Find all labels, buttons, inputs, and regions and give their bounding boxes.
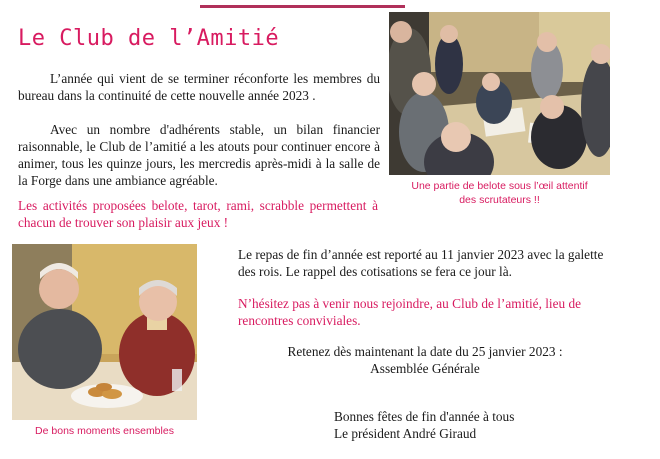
retenez-line: Retenez dès maintenant la date du 25 janvier 2023 : (287, 344, 563, 359)
seniors-photo-caption: De bons moments ensembles (35, 425, 174, 437)
intro-paragraph-2: Avec un nombre d'adhérents stable, un bilan financier raisonnable, le Club de l’amitié a les atouts pour continuer encore à animer, tous les quinze jours, les mercredis après-midi à la salle de la Forge dans une ambiance agréable. (18, 122, 380, 188)
belote-photo-caption-line1: Une partie de belote sous l’œil attentif (411, 180, 588, 192)
page-title: Le Club de l’Amitié (18, 26, 280, 51)
top-rule (200, 5, 405, 8)
invite-paragraph: N’hésitez pas à venir nous rejoindre, au Club de l’amitié, lieu de rencontres conviviales. (238, 296, 582, 328)
repas-paragraph: Le repas de fin d’année est reporté au 11 janvier 2023 avec la galette des rois. Le rappel des cotisations se fera ce jour là. (238, 247, 604, 279)
wishes-line: Bonnes fêtes de fin d'année à tous (334, 409, 515, 424)
seniors-illustration (12, 244, 197, 420)
activities-paragraph: Les activités proposées belote, tarot, rami, scrabble permettent à chacun de trouver son plaisir aux jeux ! (18, 198, 378, 230)
intro-paragraph-1: L’année qui vient de se terminer réconforte les membres du bureau dans la continuité de cette nouvelle année 2023 . (18, 71, 380, 103)
signature-line: Le président André Giraud (334, 426, 477, 441)
belote-photo-caption-line2: des scrutateurs !! (459, 194, 540, 206)
seniors-photo (12, 244, 197, 420)
belote-game-photo (389, 12, 610, 175)
assemblee-generale-line: Assemblée Générale (370, 361, 480, 376)
belote-game-illustration (389, 12, 610, 175)
